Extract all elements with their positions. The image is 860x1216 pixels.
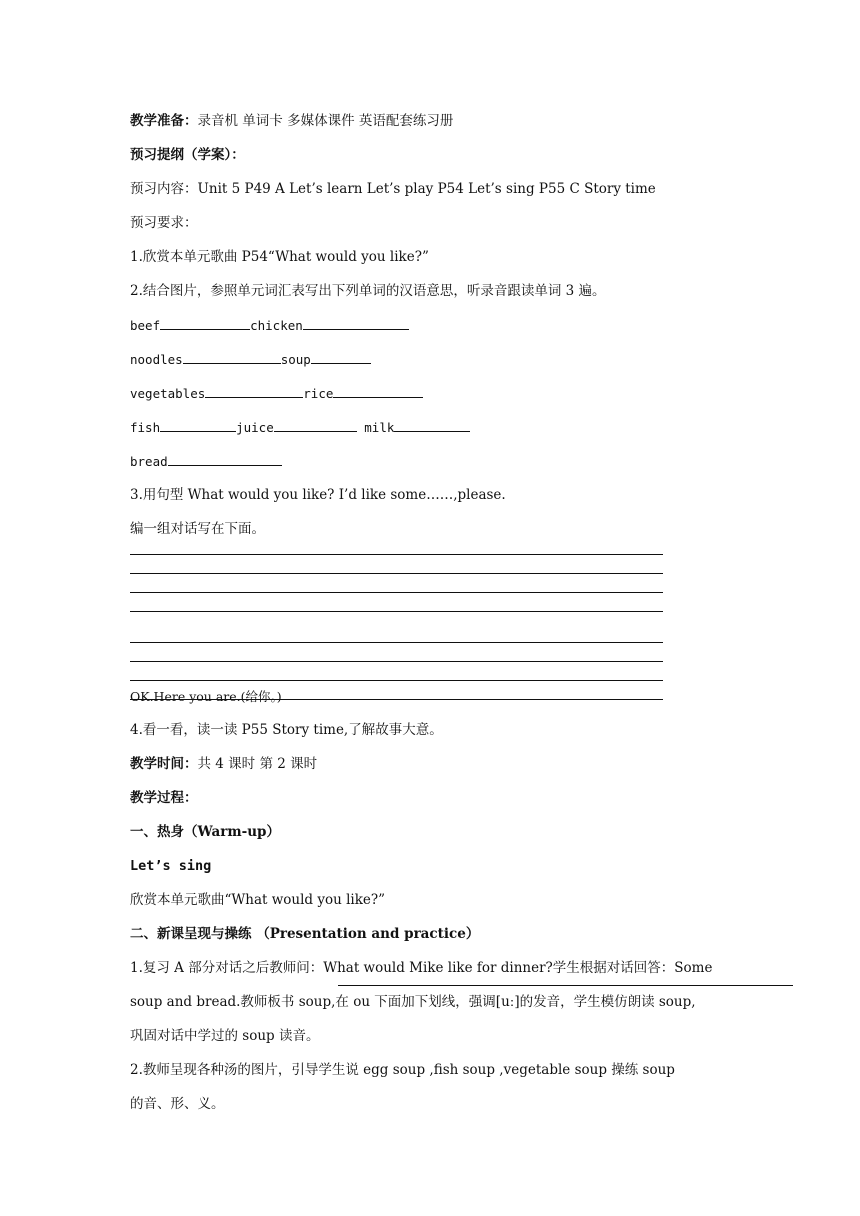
time-text: 共 4 课时 第 2 课时 xyxy=(197,756,318,772)
warmup-title: 一、热身（Warm-up） xyxy=(130,824,280,840)
word-noodles: noodles xyxy=(130,352,183,367)
item-4: 4.看一看，读一读 P55 Story time,了解故事大意。 xyxy=(130,722,443,738)
dialog-line-6[interactable] xyxy=(130,661,663,662)
process-label: 教学过程： xyxy=(130,790,198,806)
word-fish: fish xyxy=(130,420,161,435)
word-rice: rice xyxy=(303,386,334,401)
prep-label: 教学准备： xyxy=(130,113,198,129)
dialog-line-3[interactable] xyxy=(130,592,663,593)
blank-milk[interactable] xyxy=(394,418,470,432)
blank-rice[interactable] xyxy=(333,384,423,398)
word-beef: beef xyxy=(130,318,161,333)
blank-fish[interactable] xyxy=(160,418,236,432)
prep-text: 录音机 单词卡 多媒体课件 英语配套练习册 xyxy=(197,113,454,129)
item-3: 3.用句型 What would you like? I’d like some……,please. xyxy=(130,487,506,503)
blank-noodles[interactable] xyxy=(183,350,281,364)
para-2-line-2: 的音、形、义。 xyxy=(130,1096,225,1112)
blank-beef[interactable] xyxy=(160,316,250,330)
word-juice: juice xyxy=(236,420,274,435)
dialog-last-line: OK.Here you are.(给你。) xyxy=(130,689,282,704)
word-chicken: chicken xyxy=(250,318,303,333)
time-label: 教学时间： xyxy=(130,756,198,772)
word-vegetables: vegetables xyxy=(130,386,206,401)
word-row-5 xyxy=(130,452,282,471)
word-row-1 xyxy=(130,316,409,335)
word-soup: soup xyxy=(280,352,311,367)
para-2-line-1: 2.教师呈现各种汤的图片，引导学生说 egg soup ,fish soup ,vegetable soup 操练 soup xyxy=(130,1062,675,1078)
item-1: 1.欣赏本单元歌曲 P54“What would you like?” xyxy=(130,249,429,265)
para-1-line-3: 巩固对话中学过的 soup 读音。 xyxy=(130,1028,320,1044)
lets-sing: Let’s sing xyxy=(130,858,212,874)
para-1-line-1: 1.复习 A 部分对话之后教师问：What would Mike like for dinner?学生根据对话回答：Some xyxy=(130,960,713,976)
item-3-instruction: 编一组对话写在下面。 xyxy=(130,521,265,537)
dialog-line-5[interactable] xyxy=(130,642,663,643)
blank-juice[interactable] xyxy=(274,418,357,432)
dialog-line-1[interactable] xyxy=(130,554,663,555)
preview-requirements: 预习要求： xyxy=(130,215,198,231)
time-line xyxy=(130,755,317,773)
para-1-line-2: soup and bread.教师板书 soup,在 ou 下面加下划线，强调[uː]的发音，学生模仿朗读 soup, xyxy=(130,994,696,1010)
dialog-line-7[interactable] xyxy=(130,680,663,681)
outline-title: 预习提纲（学案）： xyxy=(130,147,245,163)
item-2: 2.结合图片，参照单元词汇表写出下列单词的汉语意思，听录音跟读单词 3 遍。 xyxy=(130,283,606,299)
blank-vegetables[interactable] xyxy=(205,384,303,398)
blank-bread[interactable] xyxy=(168,452,282,466)
dialog-line-8[interactable] xyxy=(130,699,663,700)
dialog-line-4[interactable] xyxy=(130,611,663,612)
prep-line xyxy=(130,112,453,130)
para-1-rule xyxy=(338,985,793,986)
blank-chicken[interactable] xyxy=(303,316,409,330)
word-milk: milk xyxy=(364,420,395,435)
word-row-3 xyxy=(130,384,423,403)
word-row-4 xyxy=(130,418,470,437)
blank-soup[interactable] xyxy=(311,350,371,364)
preview-content: 预习内容：Unit 5 P49 A Let’s learn Let’s play P54 Let’s sing P55 C Story time xyxy=(130,181,656,197)
new-lesson-title: 二、新课呈现与操练 （Presentation and practice） xyxy=(130,926,480,942)
enjoy-song: 欣赏本单元歌曲“What would you like?” xyxy=(130,892,386,908)
word-row-2 xyxy=(130,350,371,369)
word-bread: bread xyxy=(130,454,168,469)
dialog-line-2[interactable] xyxy=(130,573,663,574)
